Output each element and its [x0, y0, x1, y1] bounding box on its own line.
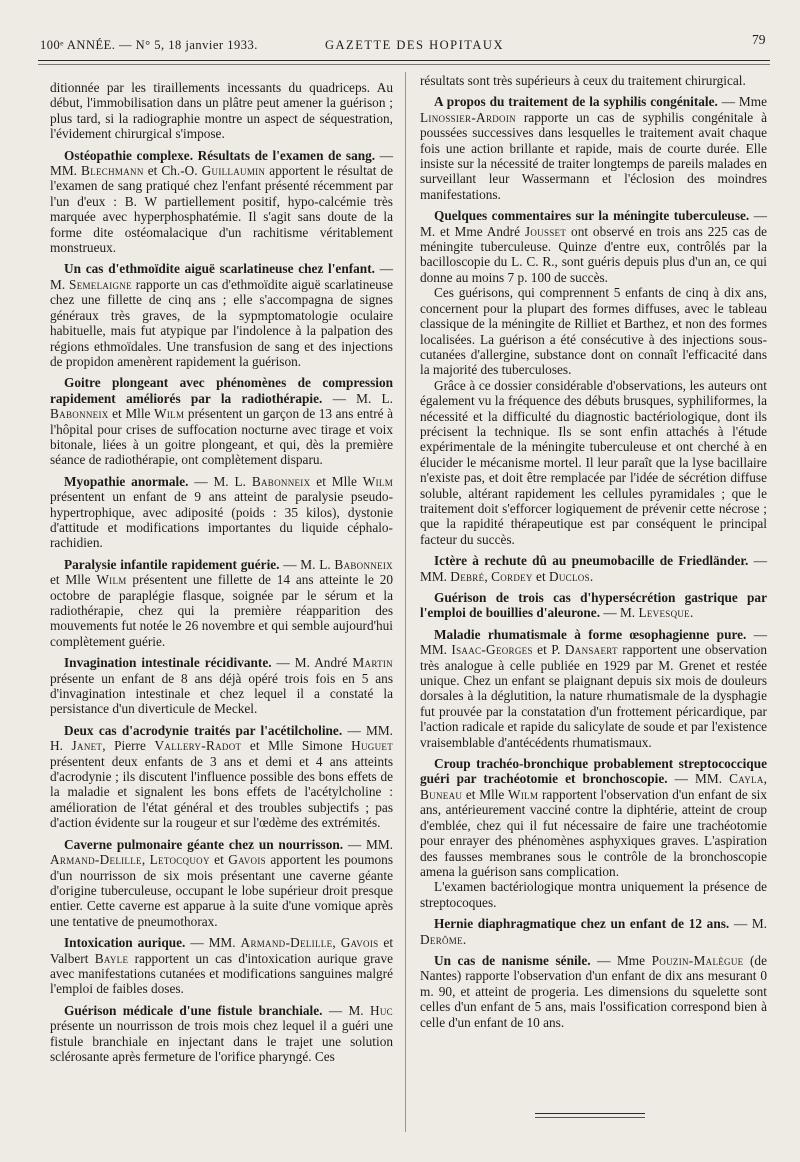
page-number: 79	[752, 32, 766, 47]
article-invagination: Invagination intestinale récidivante. — M. André Martin présente un enfant de 8 ans déjà opéré trois fois en 5 ans d'invagination intestinale et chez lequel il a constaté la persistance d'un diverticule de Meckel.	[50, 655, 393, 717]
article-caverne: Caverne pulmonaire géante chez un nourrisson. — MM. Armand-Delille, Letocquoy et Gavois apportent les poumons d'un nourrisson de six mois présentant une caverne géante d'origine tuberculeuse, occupant le lobe supérieur droit presque entier. Cette caverne est apparue à la suite d'une vomique après une tentative de pneumothorax.	[50, 836, 394, 929]
left-paragraph-continued: ditionnée par les tiraillements incessants du quadriceps. Au début, l'immobilisation dans un plâtre peut amener la guérison ; plus tard, si la radiographie montre un aspect de séquestration, l'évidement chirurgical s'impose.	[50, 80, 393, 142]
left-column	[50, 80, 393, 1064]
column-divider	[405, 72, 406, 1132]
article-osteopathie: Ostéopathie complexe. Résultats de l'examen de sang. — MM. Blechmann et Ch.-O. Guillaumin apportent le résultat de l'examen de sang pratiqué chez l'enfant présenté récemment par l'un d'eux : B. W partiellement positif, hypo-calcémie très marquée avec hyperphosphatémie. Il s'agit sans doute de la forme dite ostéomalacique d'un rachitisme véritablement monstrueux.	[50, 147, 394, 256]
article-myopathie: Myopathie anormale. — M. L. Babonneix et Mlle Wilm présentent un enfant de 9 ans atteint de paralysie pseudo-hypertrophique, avec adiposité (poids : 35 kilos), dystonie d'attitude et modifications importantes du liquide céphalo-rachidien.	[50, 473, 394, 551]
article-ethmoidite: Un cas d'ethmoïdite aiguë scarlatineuse chez l'enfant. — M. Semelaigne rapporte un cas d'ethmoïdite aiguë scarlatineuse chez une fillette de cinq ans ; elle s'accompagna de signes généraux très graves, de la sypmptomatologie oculaire habituelle, mais fut atypique par l'indolence à la palpation des régions ethmoïdales. Une transfusion de sang et des injections de propidon amenèrent rapidement la guérison.	[50, 261, 394, 369]
article-croup: Croup trachéo-bronchique probablement streptococcique guéri par trachéotomie et bronchoscopie. — MM. Cayla, Buneau et Mlle Wilm rapportent l'observation d'un enfant de six ans, antérieurement vacciné contre la diphtérie, atteint de croup d'emblée, chez qui il fut nécessaire de faire une trachéotomie pour enrayer des phénomènes asphyxiques graves. L'aspiration des fausses membranes sous le contrôle de la bronchoscopie amena la guérison sans complication.	[420, 756, 767, 879]
section-end-rule	[535, 1113, 645, 1118]
header-rule	[38, 60, 770, 61]
article-croup-p2: L'examen bactériologique montra uniquement la présence de streptocoques.	[420, 879, 767, 910]
article-meningite-p2: Ces guérisons, qui comprennent 5 enfants de cinq à dix ans, concernent pour la plupart des formes diffuses, avec le tableau classique de la méningite de Rilliet et Barthez, et non des formes localisées. La guérison a été consécutive à des injections sous-cutanées d'allergine, substance dont on connaît l'efficacité dans la majorité des tuberculoses.	[420, 285, 767, 378]
article-meningite: Quelques commentaires sur la méningite tuberculeuse. — M. et Mme André Jousset ont observé en trois ans 225 cas de méningite tuberculeuse. Quinze d'entre eux, contrôlés par la bacilloscopie du L. C. R., sont guéris depuis plus d'un an, ce qui donne au moins 7 p. 100 de succès.	[420, 208, 768, 285]
article-fistule: Guérison médicale d'une fistule branchiale. — M. Huc présente un nourrisson de trois mois chez lequel il a guéri une fistule branchiale en injectant dans le trajet une solution sclérosante après fermeture de l'orifice pharyngé. Ces	[50, 1002, 393, 1064]
right-column	[420, 73, 767, 1030]
article-nanisme: Un cas de nanisme sénile. — Mme Pouzin-Malègue (de Nantes) rapporte l'observation d'un enfant de dix ans mesurant 0 m. 90, et atteint de progeria. Les dimensions du squelette sont celles d'un enfant de 5 ans, mais l'ossification correspond bien à celle d'un enfant de 10 ans.	[420, 952, 767, 1030]
article-rhumatismale: Maladie rhumatismale à forme œsophagienne pure. — MM. Isaac-Georges et P. Dansaert rapportent une observation très analogue à celle publiée en 1929 par M. Grenet et restée unique. Chez un enfant se plaignant depuis six mois de douleurs dorsales à la déglutition, la nature rhumatismale de la dysphagie fut prouvée par la constatation d'un frottement péricardique, par l'action radicale et rapide du salicylate de soude et par l'existence vraisemblable d'antécédents rhumatismaux.	[420, 626, 767, 750]
article-intoxication: Intoxication aurique. — MM. Armand-Delille, Gavois et Valbert Bayle rapportent un cas d'intoxication aurique grave avec manifestations cutanées et modifications sanguines malgré l'emploi de faibles doses.	[50, 935, 394, 997]
article-hypersecretion: Guérison de trois cas d'hypersécrétion gastrique par l'emploi de bouillies d'aleurone. — M. Levesque.	[420, 590, 767, 621]
running-header	[0, 30, 800, 60]
article-paralysie: Paralysie infantile rapidement guérie. — M. L. Babonneix et Mlle Wilm présentent une fillette de 14 ans atteinte le 20 octobre de paraplégie flasque, soignée par le sérum et la radiothérapie, chez qui la première réapparition des mouvements fut notée le 26 novembre et qui semble aujourd'hui complètement guérie.	[50, 556, 393, 649]
article-meningite-p3: Grâce à ce dossier considérable d'observations, les auteurs ont également vu la fréquence des débuts brusques, syphiliformes, la nécessité et la difficulté du diagnostic bactériologique, dont ils précisent la technique. Ils se sont enfin attachés à l'étude expérimentale de la méningite tuberculeuse et ont cherché à en élucider le mécanisme mortel. Il leur paraît que la lyse bacillaire n'existe pas, et doit être remplacée par l'idée de sécrétion diffuse soluble, altérant rapidement les cellules pyramidales ; que le traitement doit s'efforcer logiquement de prévenir cette nécrose ; que la rapidité thérapeutique est par conséquent le principal facteur du succès.	[420, 377, 767, 547]
article-syphilis: A propos du traitement de la syphilis congénitale. — Mme Linossier-Ardoin rapporte un cas de syphilis congénitale à poussées successives dans lesquelles le traitement avait chaque fois une action brillante et rapide, mais de courte durée. Elle insiste sur la nécessité de traiter longtemps de pareils malades en surveillant leur Wassermann et l'éclosion des moindres manifestations.	[420, 94, 768, 202]
journal-issue: 100ᵉ ANNÉE. — N° 5, 18 janvier 1933.	[40, 38, 258, 52]
right-paragraph-continued: résultats sont très supérieurs à ceux du traitement chirurgical.	[420, 73, 746, 88]
article-goitre: Goitre plongeant avec phénomènes de compression rapidement améliorés par la radiothérapie. — M. L. Babonneix et Mlle Wilm présentent un garçon de 13 ans entré à l'hôpital pour crises de suffocation nocturne avec tirage et voix bitonale, liées à un goitre plongeant, et qui, dès la première séance de radiothérapie, ont complètement disparu.	[50, 375, 394, 468]
article-hernie: Hernie diaphragmatique chez un enfant de 12 ans. — M. Derôme.	[420, 916, 767, 947]
journal-title: GAZETTE DES HOPITAUX	[325, 38, 504, 52]
header-rule-thin	[38, 64, 770, 65]
article-acrodynie: Deux cas d'acrodynie traités par l'acétilcholine. — MM. H. Janet, Pierre Vallery-Radot et Mlle Simone Huguet présentent deux enfants de 3 ans et demi et 4 ans atteints d'acrodynie ; ils discutent l'influence possible des bons effets de la maladie et signalent les bons effets de l'acétylcholine : amélioration de l'état général et des troubles subjectifs ; pas d'action évidente sur la rougeur et sur l'œdème des extrémités.	[50, 722, 394, 831]
article-ictere: Ictère à rechute dû au pneumobacille de Friedländer. — MM. Debré, Cordey et Duclos.	[420, 553, 767, 584]
